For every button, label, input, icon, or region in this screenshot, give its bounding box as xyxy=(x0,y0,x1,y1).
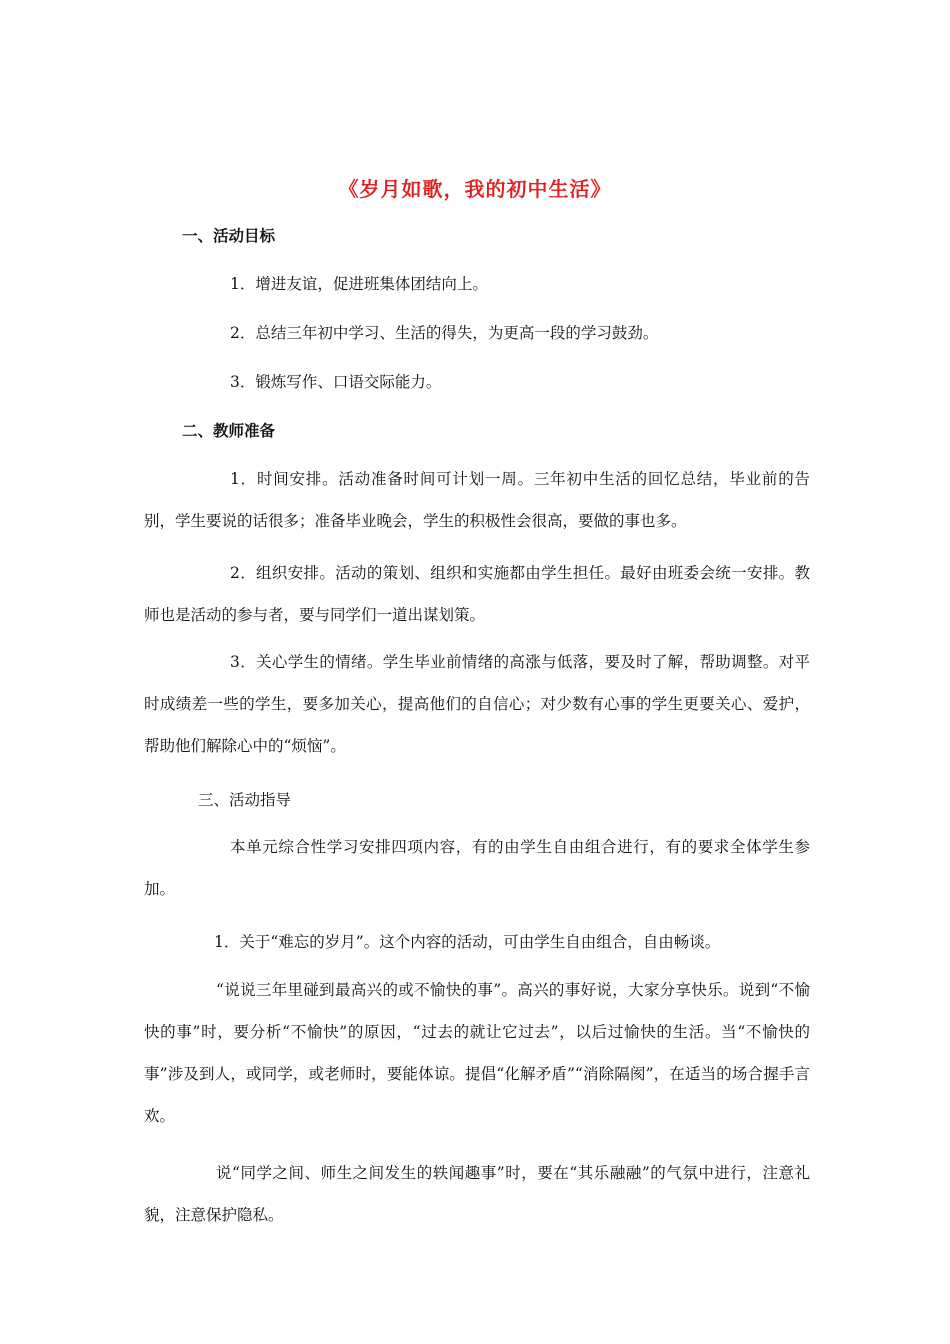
teacher-prep-paragraph-3: 3．关心学生的情绪。学生毕业前情绪的高涨与低落，要及时了解，帮助调整。对平时成绩差一些的学生，要多加关心，提高他们的自信心；对少数有心事的学生更要关心、爱护，帮助他们解除心中的“烦恼”。 xyxy=(144,653,810,755)
goal-item-2: 2．总结三年初中学习、生活的得失，为更高一段的学习鼓劲。 xyxy=(230,324,659,342)
section-heading-goals: 一、活动目标 xyxy=(182,227,276,245)
section-heading-teacher-prep: 二、教师准备 xyxy=(182,422,276,440)
goal-item-3: 3．锻炼写作、口语交际能力。 xyxy=(230,373,442,391)
guidance-paragraph-2: 说“同学之间、师生之间发生的轶闻趣事”时，要在“其乐融融”的气氛中进行，注意礼貌，注意保护隐私。 xyxy=(144,1164,810,1224)
guidance-paragraph-1: “说说三年里碰到最高兴的或不愉快的事”。高兴的事好说，大家分享快乐。说到“不愉快的事”时，要分析“不愉快”的原因，“过去的就让它过去”，以后过愉快的生活。当“不愉快的事”涉及到人，或同学，或老师时，要能体谅。提倡“化解矛盾”“消除隔阂”，在适当的场合握手言欢。 xyxy=(144,981,810,1125)
section-heading-guidance: 三、活动指导 xyxy=(198,791,292,809)
guidance-intro-paragraph: 本单元综合性学习安排四项内容，有的由学生自由组合进行，有的要求全体学生参加。 xyxy=(144,838,810,898)
goal-item-1: 1．增进友谊，促进班集体团结向上。 xyxy=(230,275,488,293)
document-title: 《岁月如歌，我的初中生活》 xyxy=(338,177,612,201)
teacher-prep-paragraph-2: 2．组织安排。活动的策划、组织和实施都由学生担任。最好由班委会统一安排。教师也是活动的参与者，要与同学们一道出谋划策。 xyxy=(144,564,810,624)
teacher-prep-paragraph-1: 1．时间安排。活动准备时间可计划一周。三年初中生活的回忆总结，毕业前的告别，学生要说的话很多；准备毕业晚会，学生的积极性会很高，要做的事也多。 xyxy=(144,470,810,530)
guidance-item-1: 1．关于“难忘的岁月”。这个内容的活动，可由学生自由组合，自由畅谈。 xyxy=(214,933,721,951)
